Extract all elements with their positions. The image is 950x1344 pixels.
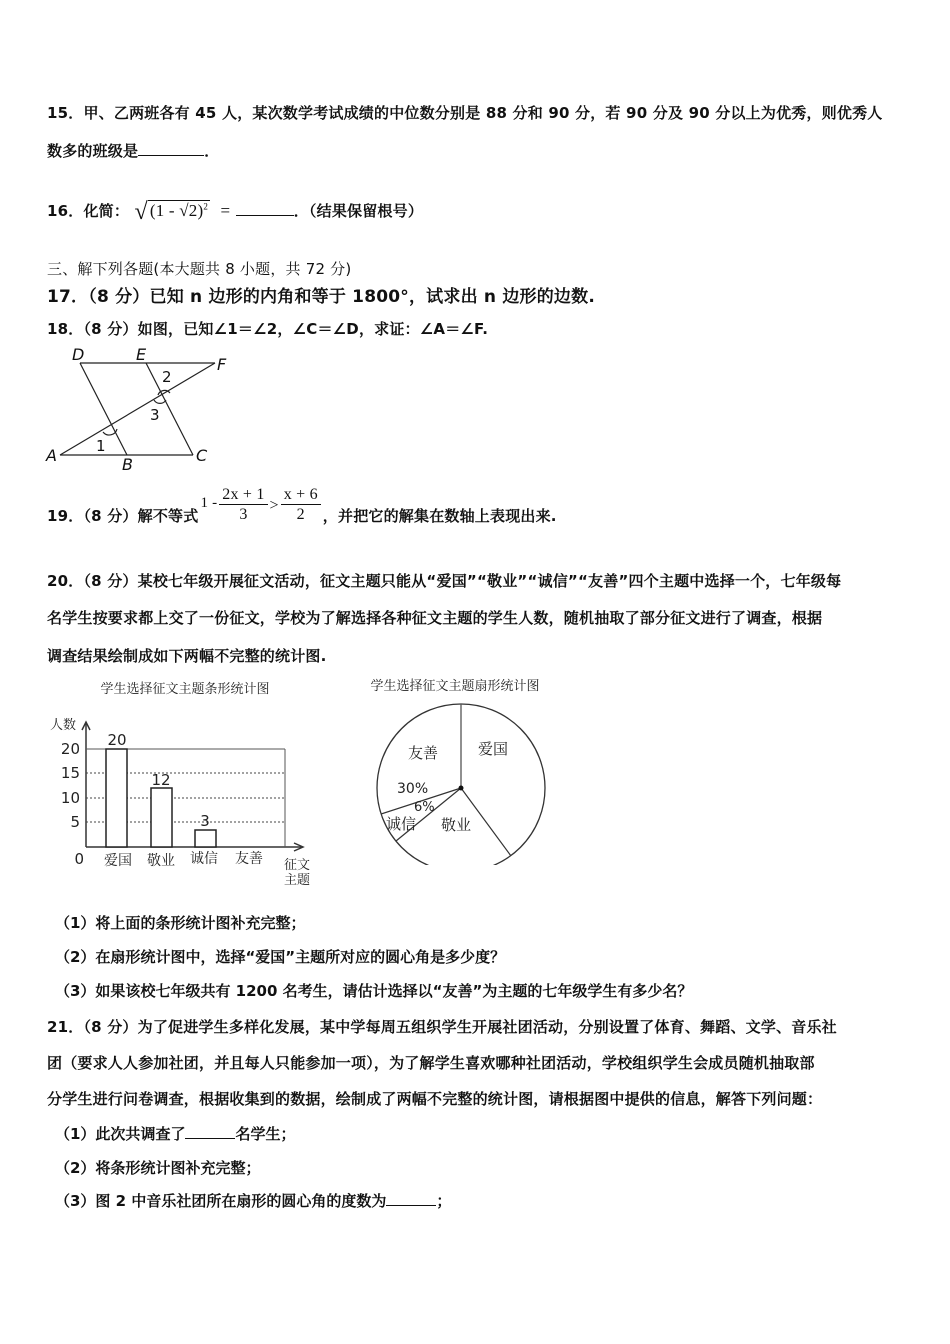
q21-sub1-blank[interactable]: [185, 1124, 235, 1139]
q15-line2-suffix: ．: [204, 142, 220, 160]
label-A: A: [46, 446, 57, 465]
q16-prefix: 16．化简：: [47, 202, 130, 220]
q16-exponent: 2: [203, 201, 209, 212]
q21-sub3-suffix: ；: [436, 1192, 452, 1210]
q20-line2: 名学生按要求都上交了一份征文，学校为了解选择各种征文主题的学生人数，随机抽取了部分征文进行了调查，根据: [47, 609, 823, 627]
q18-geometry-figure: [40, 340, 260, 480]
q18-text: 18．（8 分）如图，已知∠1＝∠2，∠C＝∠D，求证：∠A＝∠F.: [47, 320, 489, 338]
pie-percent-youshan: 30%: [397, 781, 429, 797]
bar-label-chengxin: 3: [200, 812, 210, 830]
bar-chart-title: 学生选择征文主题条形统计图: [100, 682, 270, 697]
q16-equals: =: [220, 201, 231, 220]
label-angle-2: 2: [162, 368, 172, 386]
q21-sub1-prefix: （1）此次共调查了: [55, 1125, 186, 1143]
bar-chart-xlabel: 征文: [284, 858, 311, 873]
section3-heading: 三、解下列各题(本大题共 8 小题，共 72 分): [47, 260, 352, 278]
q16-answer-blank[interactable]: [236, 201, 294, 216]
q21-sub3-prefix: （3）图 2 中音乐社团所在扇形的圆心角的度数为: [55, 1192, 387, 1210]
pie-label-aiguo: 爱国: [478, 740, 509, 758]
pie-percent-chengxin: 6%: [414, 800, 435, 815]
label-F: F: [217, 355, 227, 374]
q21-sub3-blank[interactable]: [386, 1191, 436, 1206]
bar-chart-ylabel: 人数: [50, 718, 77, 733]
q21-line3: 分学生进行问卷调查，根据收集到的数据，绘制成了两幅不完整的统计图，请根据图中提供的信息，解答下列问题：: [47, 1090, 823, 1108]
bar-label-jingye: 12: [151, 771, 171, 789]
q20-sub3: （3）如果该校七年级共有 1200 名考生，请估计选择以“友善”为主题的七年级学生有多少名？: [55, 982, 693, 1000]
ytick-0: 0: [74, 850, 84, 868]
pie-chart: [350, 670, 560, 865]
q19-operator: >: [269, 496, 279, 514]
q16: [47, 196, 423, 223]
q19-lhs-const: 1 -: [200, 495, 218, 511]
q21-line2: 团（要求人人参加社团，并且每人只能参加一项），为了解学生喜欢哪种社团活动，学校组织学生会成员随机抽取部: [47, 1054, 815, 1072]
bar-label-aiguo: 20: [107, 731, 127, 749]
bar-chengxin: [195, 830, 216, 847]
q16-expr-inner: 1 - √2: [155, 201, 198, 220]
xlabel-youshan: 友善: [235, 851, 263, 867]
bar-aiguo: [106, 749, 127, 847]
label-angle-3: 3: [150, 406, 160, 424]
ytick-10: 10: [60, 789, 80, 807]
xlabel-jingye: 敬业: [147, 853, 175, 869]
q20-line3: 调查结果绘制成如下两幅不完整的统计图.: [47, 647, 327, 665]
q15-line2-prefix: 数多的班级是: [47, 142, 139, 160]
q20-line1: 20．（8 分）某校七年级开展征文活动，征文主题只能从“爱国”“敬业”“诚信”“友善”四个主题中选择一个，七年级每: [47, 572, 842, 590]
q20-sub1: （1）将上面的条形统计图补充完整；: [55, 914, 306, 932]
xlabel-chengxin: 诚信: [190, 851, 218, 867]
q15-line1: 15．甲、乙两班各有 45 人，某次数学考试成绩的中位数分别是 88 分和 90 分，若 90 分及 90 分以上为优秀，则优秀人: [47, 104, 883, 122]
q20-sub2: （2）在扇形统计图中，选择“爱国”主题所对应的圆心角是多少度？: [55, 948, 506, 966]
q19-fraction-2: $\frac{x + 6}{2}$: [281, 486, 321, 525]
q19-prefix: 19．（8 分）解不等式: [47, 507, 199, 525]
q21-sub2: （2）将条形统计图补充完整；: [55, 1159, 261, 1177]
label-angle-1: 1: [96, 437, 106, 455]
xlabel-aiguo: 爱国: [104, 853, 132, 869]
pie-label-youshan: 友善: [408, 744, 439, 762]
q17-text: 17．（8 分）已知 n 边形的内角和等于 1800°，试求出 n 边形的边数.: [47, 287, 595, 307]
q19-suffix: ，并把它的解集在数轴上表现出来.: [322, 507, 557, 525]
q19: [47, 486, 557, 525]
q15-line2: [47, 140, 219, 161]
bar-jingye: [151, 788, 172, 847]
q16-suffix: ．（结果保留根号）: [293, 202, 424, 220]
q21-sub1: [55, 1123, 295, 1144]
label-D: D: [72, 345, 85, 364]
ytick-5: 5: [70, 813, 80, 831]
ytick-15: 15: [60, 764, 80, 782]
pie-label-chengxin: 诚信: [386, 815, 417, 833]
label-C: C: [196, 446, 208, 465]
bar-chart-xlabel-2: 主题: [284, 873, 311, 888]
pie-label-jingye: 敬业: [441, 816, 472, 834]
ytick-20: 20: [60, 740, 80, 758]
bar-chart: [40, 675, 330, 890]
q16-expression: √ (1 - √2)$^2$ =: [134, 199, 231, 225]
q19-fraction-1: $\frac{2x + 1}{3}$: [219, 486, 267, 525]
q21-sub3: [55, 1190, 451, 1211]
label-E: E: [136, 345, 147, 364]
pie-chart-title: 学生选择征文主题扇形统计图: [370, 679, 540, 694]
q21-sub1-suffix: 名学生；: [235, 1125, 296, 1143]
q15-answer-blank[interactable]: [138, 141, 204, 156]
q21-line1: 21．（8 分）为了促进学生多样化发展，某中学每周五组织学生开展社团活动，分别设置了体育、舞蹈、文学、音乐社: [47, 1018, 837, 1036]
label-B: B: [122, 455, 133, 474]
